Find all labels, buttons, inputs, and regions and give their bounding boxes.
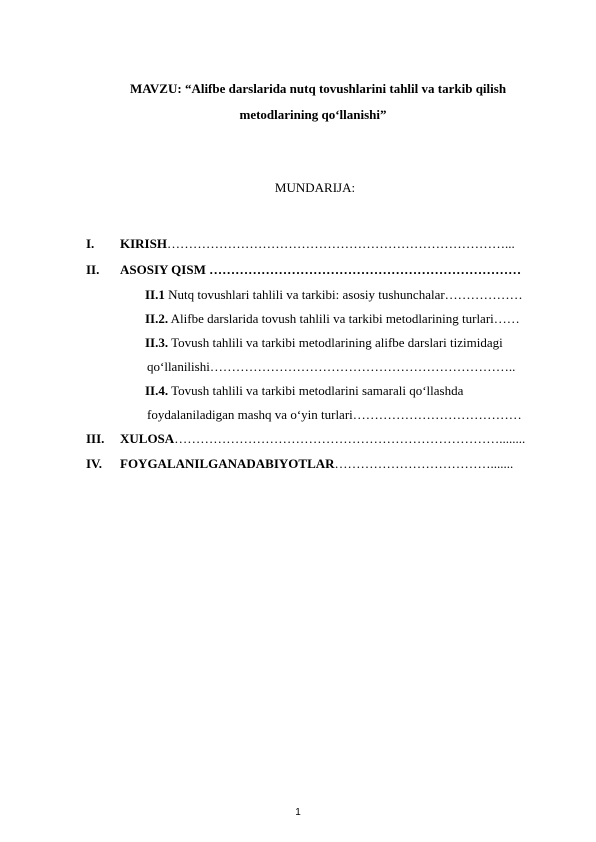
toc-subentry-label: II.3. <box>145 335 169 350</box>
toc-entry-label: ASOSIY QISM <box>120 262 210 277</box>
toc-subentry-label: II.4. <box>145 383 169 398</box>
topic-title-line-2: metodlarining qo‘llanishi” <box>239 107 387 122</box>
toc-entry-xulosa[interactable] <box>120 431 525 447</box>
toc-subentry-text: Nutq tovushlari tahlili va tarkibi: asosiy tushunchalar……………… <box>164 287 523 302</box>
toc-entry-label: KIRISH <box>120 236 167 251</box>
toc-subentry-2-4[interactable] <box>145 383 463 399</box>
toc-subentry-label: II.1 <box>145 287 165 302</box>
toc-entry-dots: ……………………………………………………………… <box>209 262 522 277</box>
toc-subentry-2-1[interactable] <box>145 287 523 303</box>
toc-entry-dots: ……………………………………………………………………... <box>166 236 515 251</box>
toc-entry-label: XULOSA <box>120 431 175 446</box>
toc-entry-dots: …………………………………………………………………........ <box>174 431 526 446</box>
page-number: 1 <box>295 807 301 818</box>
toc-subentry-2-3[interactable] <box>145 335 503 351</box>
toc-subentry-text: Alifbe darslarida tovush tahlili va tarkibi metodlarining turlari…… <box>168 311 520 326</box>
toc-subentry-text: Tovush tahlili va tarkibi metodlarining alifbe darslari tizimidagi <box>168 335 503 350</box>
toc-number-1: I. <box>86 236 95 251</box>
toc-number-4: IV. <box>86 456 103 471</box>
topic-title-line-1: MAVZU: “Alifbe darslarida nutq tovushlarini tahlil va tarkib qilish <box>129 81 507 96</box>
toc-subentry-text: Tovush tahlili va tarkibi metodlarini samarali qo‘llashda <box>168 383 464 398</box>
toc-entry-asosiy-qism[interactable] <box>120 262 521 278</box>
toc-entry-adabiyotlar[interactable] <box>120 456 513 472</box>
toc-number-2: II. <box>86 262 100 277</box>
toc-subentry-2-4-continued: foydalaniladigan mashq va o‘yin turlari………………………………… <box>147 407 522 422</box>
toc-subentry-2-3-continued: qo‘llanilishi…………………………………………………………….. <box>147 359 516 374</box>
toc-number-3: III. <box>86 431 105 446</box>
toc-heading: MUNDARIJA: <box>274 180 356 195</box>
toc-subentry-label: II.2. <box>145 311 169 326</box>
toc-entry-kirish[interactable] <box>120 236 515 252</box>
toc-subentry-2-2[interactable] <box>145 311 520 327</box>
toc-entry-label: FOYGALANILGANADABIYOTLAR <box>120 456 335 471</box>
toc-entry-dots: ………………………………....... <box>334 456 514 471</box>
